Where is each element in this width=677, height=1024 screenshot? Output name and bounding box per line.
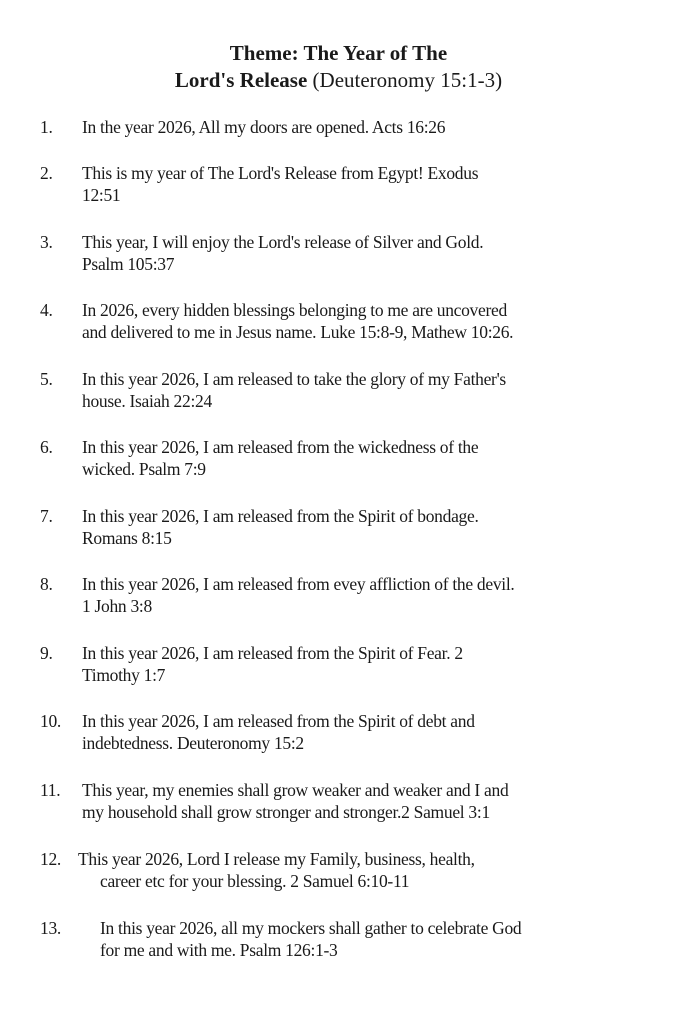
- item-text-line: In this year 2026, I am released from the Spirit of debt and: [82, 711, 475, 731]
- page-title: [0, 40, 677, 94]
- item-number: 8.: [40, 574, 53, 594]
- item-text-line: This year 2026, Lord I release my Family, business, health,: [78, 849, 475, 869]
- item-number: 10.: [40, 711, 61, 731]
- item-text-line: indebtedness. Deuteronomy 15:2: [82, 733, 304, 753]
- item-text-line: In this year 2026, I am released from the wickedness of the: [82, 437, 479, 457]
- item-number: 12.: [40, 849, 61, 869]
- item-text-line: and delivered to me in Jesus name. Luke 15:8-9, Mathew 10:26.: [82, 322, 514, 342]
- title-emphasis: Lord's Release: [174, 68, 308, 92]
- item-text-line: In this year 2026, I am released from the Spirit of bondage.: [82, 506, 479, 526]
- item-number: 5.: [40, 369, 53, 389]
- item-text-line: In 2026, every hidden blessings belonging to me are uncovered: [82, 300, 507, 320]
- item-text-line: Psalm 105:37: [82, 254, 175, 274]
- title-line-1: Theme: The Year of The: [229, 41, 448, 65]
- title-line-2: [0, 67, 677, 94]
- item-number: 2.: [40, 163, 53, 183]
- item-text-line: In the year 2026, All my doors are opened. Acts 16:26: [82, 117, 446, 137]
- item-text-line: 12:51: [82, 185, 121, 205]
- item-text-line: my household shall grow stronger and stronger.2 Samuel 3:1: [82, 802, 490, 822]
- item-number: 4.: [40, 300, 53, 320]
- item-number: 9.: [40, 643, 53, 663]
- item-number: 6.: [40, 437, 53, 457]
- item-number: 13.: [40, 918, 61, 938]
- item-text-line: for me and with me. Psalm 126:1-3: [100, 940, 338, 960]
- item-text-line: This year, my enemies shall grow weaker and weaker and I and: [82, 780, 509, 800]
- item-text-line: In this year 2026, I am released from evey affliction of the devil.: [82, 574, 515, 594]
- item-text-line: In this year 2026, I am released from the Spirit of Fear. 2: [82, 643, 463, 663]
- item-text-line: In this year 2026, all my mockers shall gather to celebrate God: [100, 918, 522, 938]
- item-text-line: 1 John 3:8: [82, 596, 152, 616]
- item-text-line: wicked. Psalm 7:9: [82, 459, 206, 479]
- item-text-line: In this year 2026, I am released to take the glory of my Father's: [82, 369, 506, 389]
- item-number: 1.: [40, 117, 53, 137]
- item-number: 3.: [40, 232, 53, 252]
- item-text-line: house. Isaiah 22:24: [82, 391, 212, 411]
- item-text-line: Romans 8:15: [82, 528, 172, 548]
- item-number: 7.: [40, 506, 53, 526]
- item-text-line: career etc for your blessing. 2 Samuel 6:10-11: [100, 871, 410, 891]
- item-number: 11.: [40, 780, 61, 800]
- title-reference: (Deuteronomy 15:1-3): [307, 68, 503, 92]
- item-text-line: Timothy 1:7: [82, 665, 166, 685]
- item-text-line: This is my year of The Lord's Release from Egypt! Exodus: [82, 163, 479, 183]
- item-text-line: This year, I will enjoy the Lord's release of Silver and Gold.: [82, 232, 484, 252]
